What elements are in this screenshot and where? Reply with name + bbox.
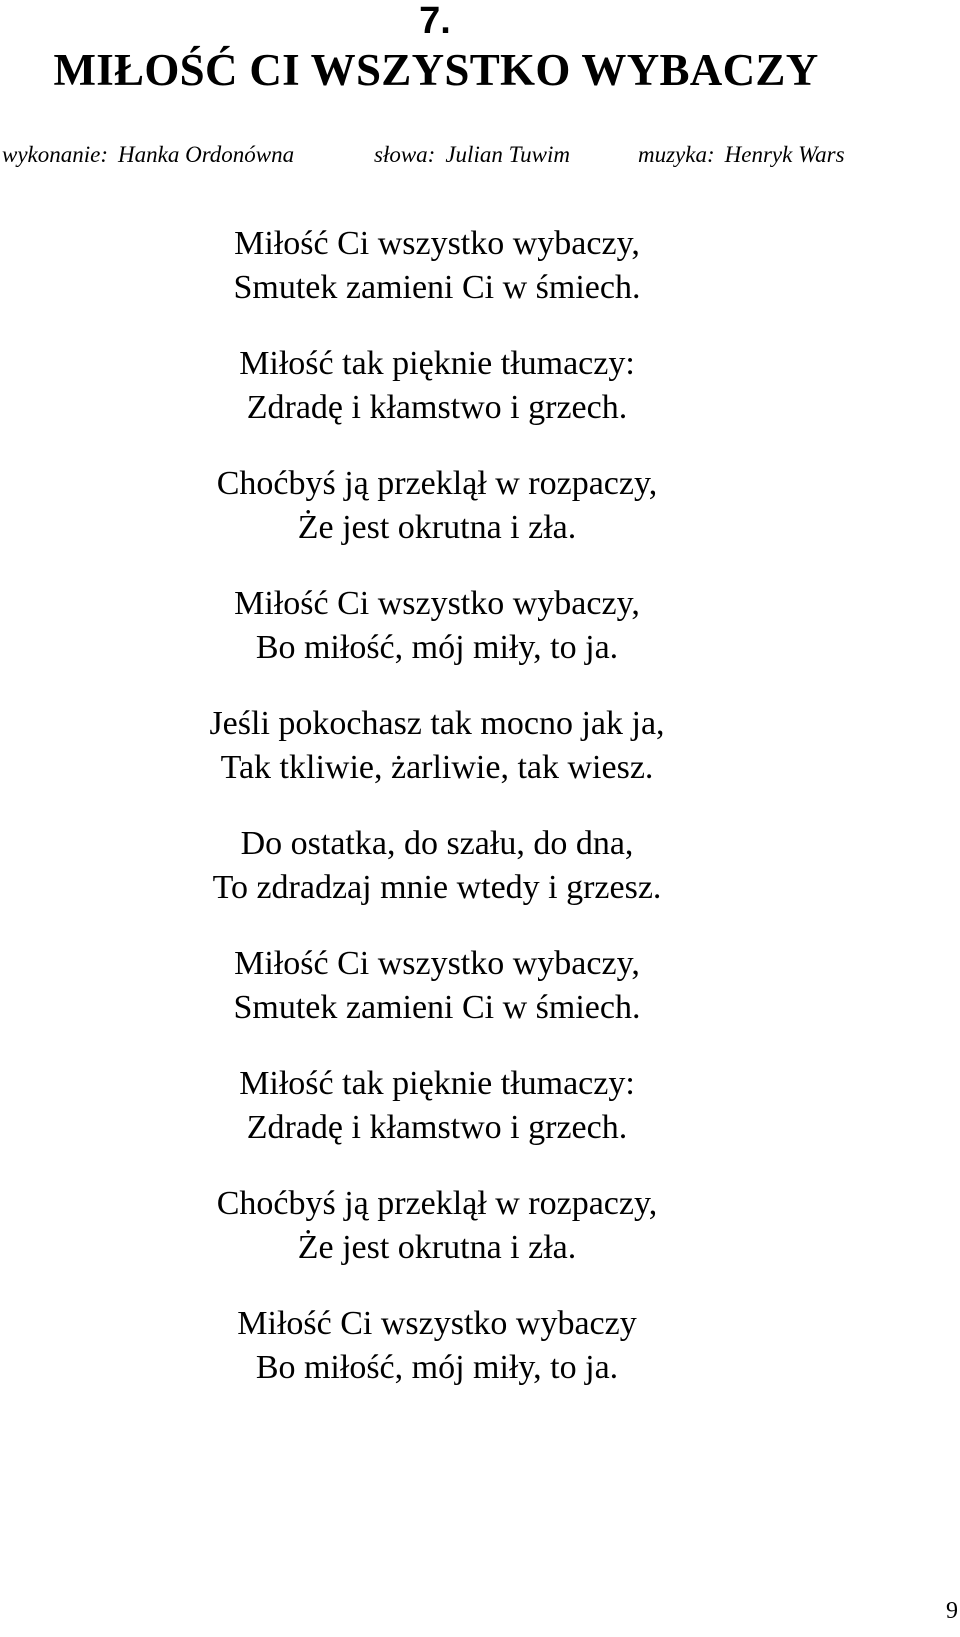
- stanza: [0, 822, 874, 942]
- credit-lyrics-label: słowa:: [374, 142, 436, 167]
- lyric-line: To zdradzaj mnie wtedy i grzesz.: [212, 869, 662, 906]
- lyric-line: Do ostatka, do szału, do dna,: [240, 825, 634, 862]
- credit-lyrics: [374, 140, 570, 170]
- credit-performer-value: Hanka Ordonówna: [118, 142, 295, 167]
- lyric-line: Jeśli pokochasz tak mocno jak ja,: [209, 705, 665, 742]
- credit-performer-label: wykonanie:: [2, 142, 109, 167]
- lyric-line: Zdradę i kłamstwo i grzech.: [246, 389, 628, 426]
- lyric-line: Że jest okrutna i zła.: [297, 1229, 577, 1266]
- credit-music: [638, 140, 845, 170]
- lyric-line: Że jest okrutna i zła.: [297, 509, 577, 546]
- stanza: [0, 1182, 874, 1302]
- stanza: [0, 582, 874, 702]
- stanza: [0, 462, 874, 582]
- lyric-line: Smutek zamieni Ci w śmiech.: [233, 269, 641, 306]
- lyric-line: Smutek zamieni Ci w śmiech.: [233, 989, 641, 1026]
- credits-line: [0, 140, 960, 170]
- lyric-line: Bo miłość, mój miły, to ja.: [255, 1349, 619, 1386]
- lyric-line: Tak tkliwie, żarliwie, tak wiesz.: [220, 749, 654, 786]
- song-title: MIŁOŚĆ CI WSZYSTKO WYBACZY: [53, 45, 819, 95]
- credit-performer: [2, 140, 294, 170]
- lyric-line: Miłość Ci wszystko wybaczy,: [234, 225, 640, 262]
- stanza: [0, 942, 874, 1062]
- lyric-line: Miłość Ci wszystko wybaczy: [237, 1305, 637, 1342]
- credit-music-label: muzyka:: [638, 142, 715, 167]
- stanza: [0, 1062, 874, 1182]
- lyric-line: Zdradę i kłamstwo i grzech.: [246, 1109, 628, 1146]
- lyric-line: Miłość tak pięknie tłumaczy:: [239, 1065, 635, 1102]
- page-number: 9: [946, 1598, 958, 1624]
- lyric-line: Miłość Ci wszystko wybaczy,: [234, 585, 640, 622]
- song-number: 7.: [419, 0, 451, 42]
- stanza: [0, 222, 874, 342]
- credit-music-value: Henryk Wars: [724, 142, 845, 167]
- lyric-line: Choćbyś ją przeklął w rozpaczy,: [216, 1185, 658, 1222]
- lyric-line: Miłość tak pięknie tłumaczy:: [239, 345, 635, 382]
- stanza: [0, 342, 874, 462]
- lyric-line: Choćbyś ją przeklął w rozpaczy,: [216, 465, 658, 502]
- stanza: [0, 1302, 874, 1422]
- credit-lyrics-value: Julian Tuwim: [445, 142, 570, 167]
- lyrics: [0, 222, 874, 1422]
- lyric-line: Miłość Ci wszystko wybaczy,: [234, 945, 640, 982]
- stanza: [0, 702, 874, 822]
- lyric-line: Bo miłość, mój miły, to ja.: [255, 629, 619, 666]
